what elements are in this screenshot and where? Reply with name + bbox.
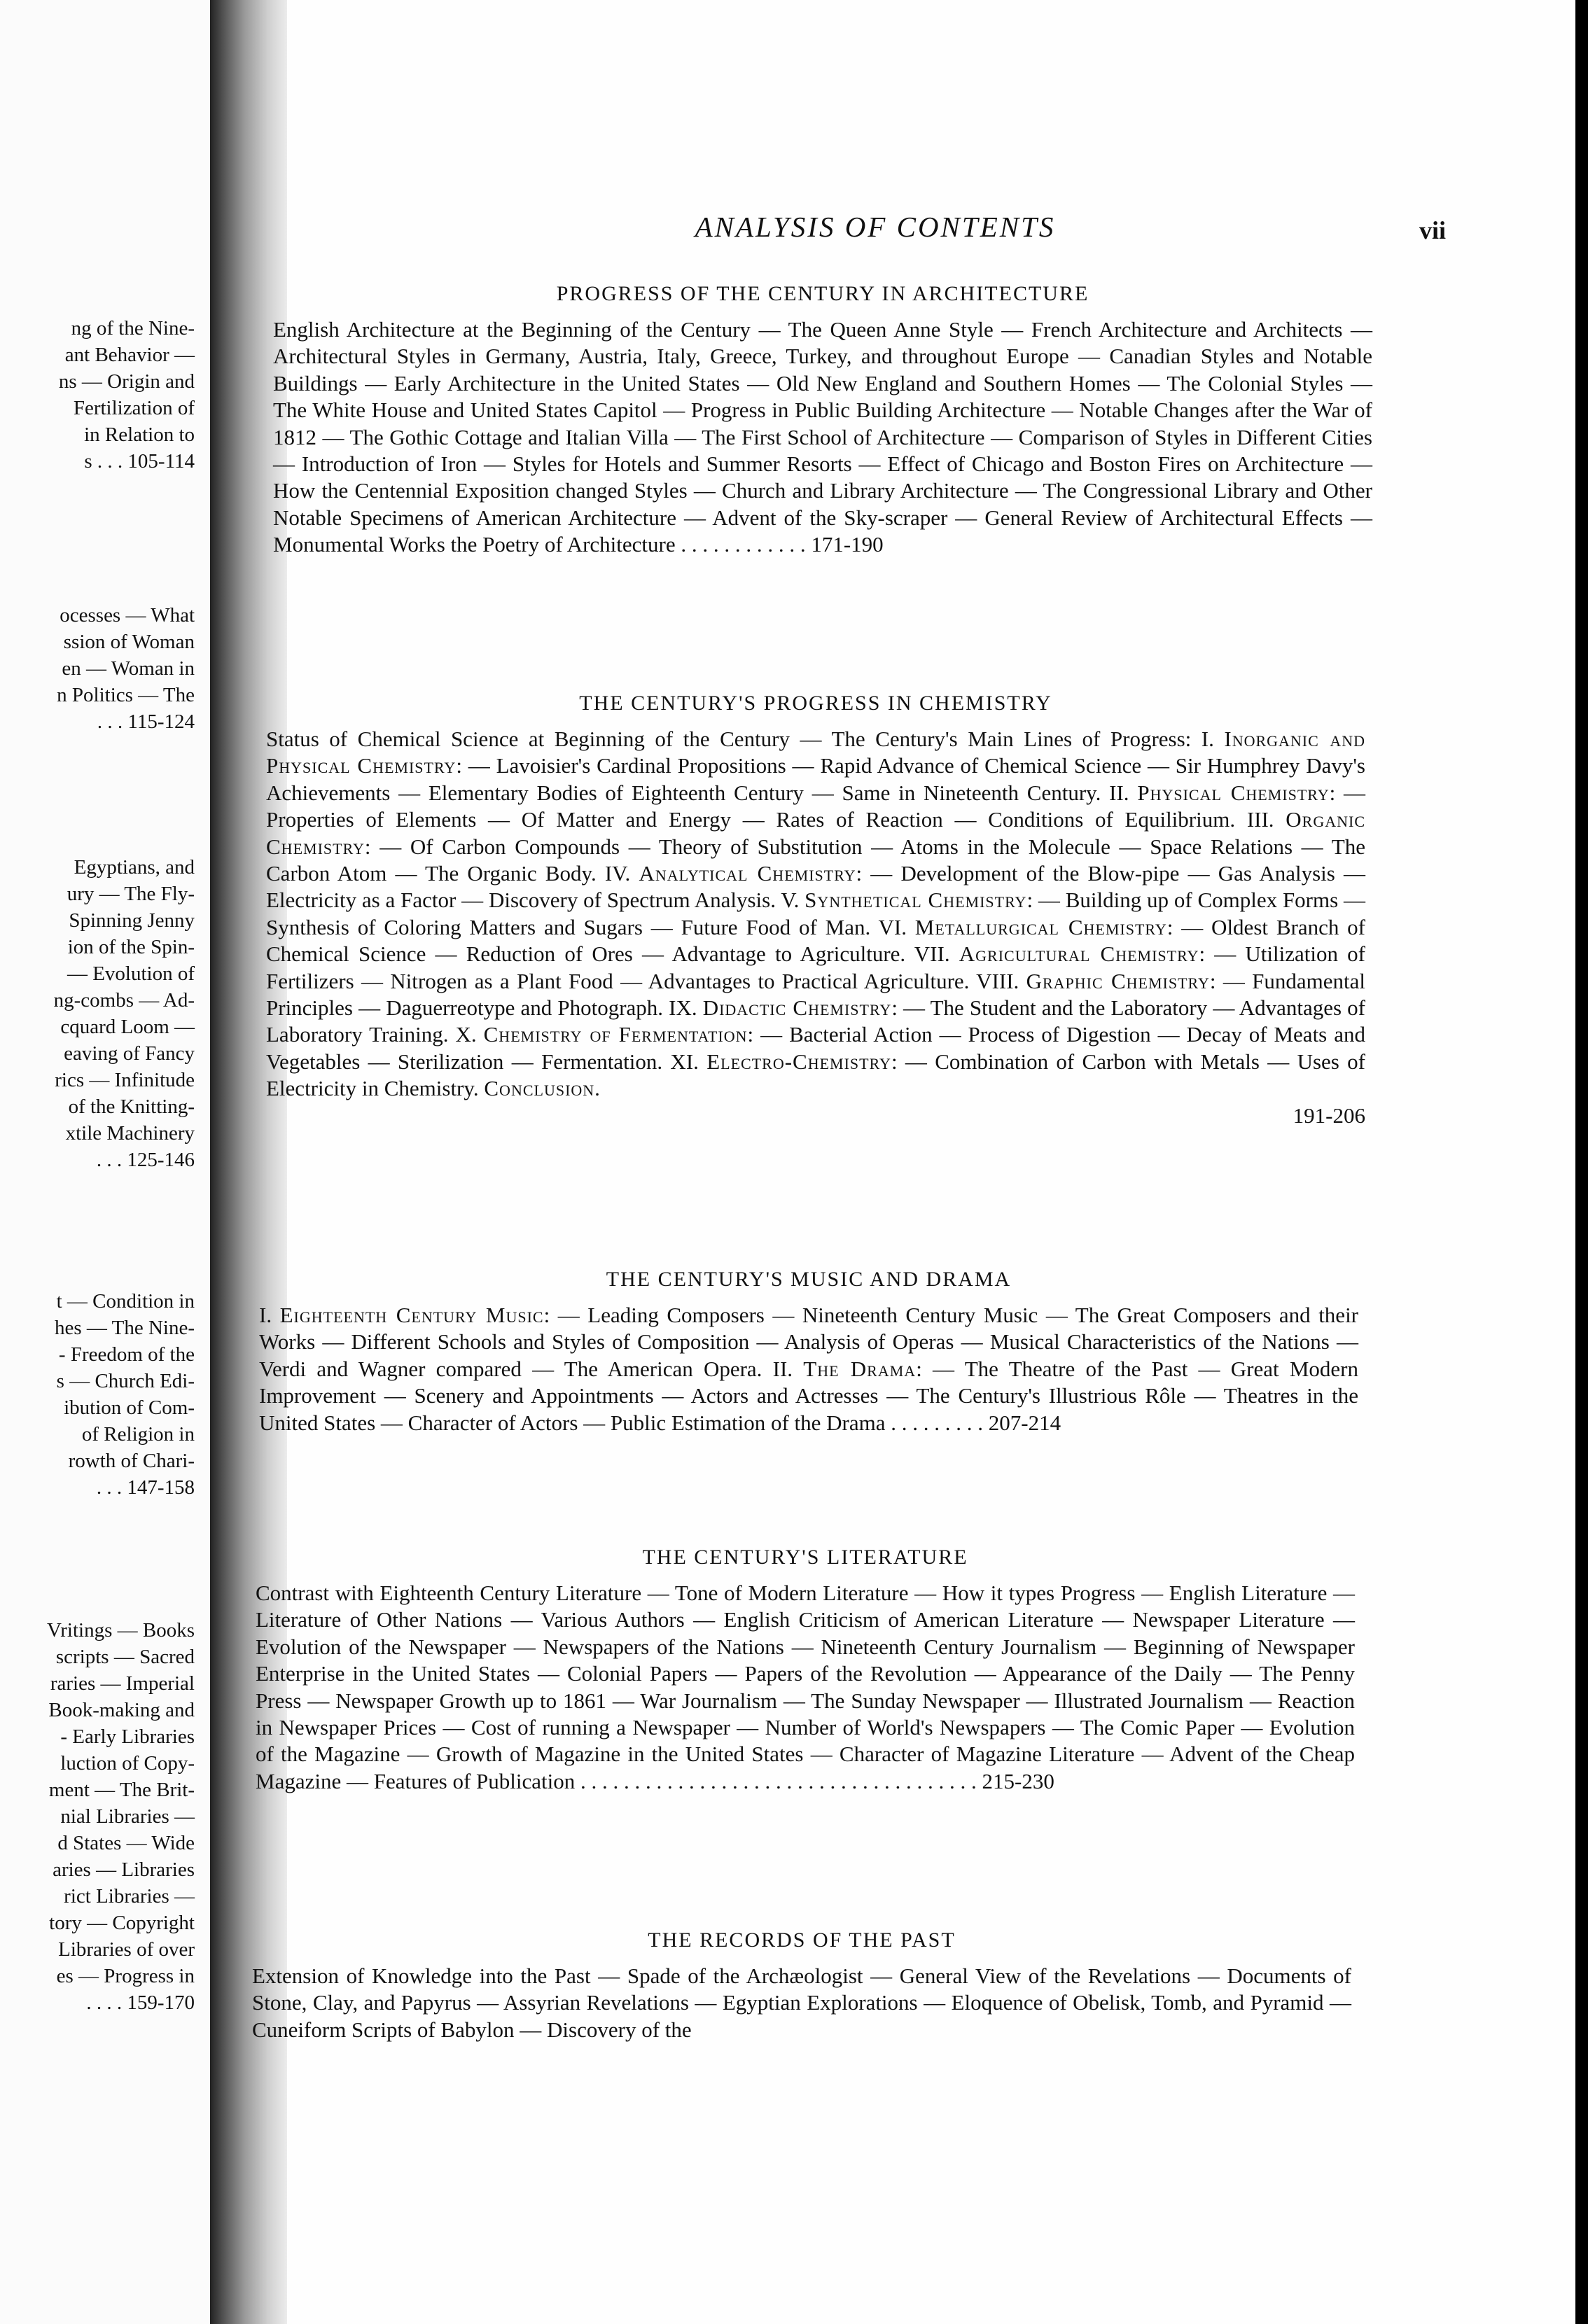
subsection-title: Electro-Chemistry (706, 1049, 891, 1074)
facing-page-line: xtile Machinery (65, 1122, 195, 1144)
facing-page-line: ocesses — What (60, 604, 195, 626)
facing-page-line: es — Progress in (56, 1965, 195, 1987)
summary-text: I. (259, 1303, 280, 1327)
facing-page-line: hes — The Nine- (55, 1317, 195, 1339)
facing-page-line: ury — The Fly- (67, 883, 195, 905)
subsection-title: Eighteenth Century Music (279, 1303, 544, 1327)
section-body (273, 316, 1372, 559)
subsection-title: Inorganic and Physical Chemistry (266, 727, 1365, 778)
facing-page-line: ant Behavior — (64, 344, 195, 366)
facing-page-line: rowth of Chari- (68, 1450, 195, 1472)
summary-text: : — Leading Composers — Nineteenth Century Music — The Great Composers and their Works — Different Schools and Styles of Composition — Analysis of Operas — Musical Characteristics of the Nations — Verdi and Wagner compared — The American Opera. II. (259, 1303, 1358, 1381)
subsection-title: Metallurgical Chemistry (914, 914, 1167, 939)
section-body (256, 1580, 1355, 1795)
section-music-drama (259, 1266, 1358, 1436)
section-summary (266, 727, 1365, 1100)
page-range: . . . . . . . . . 207-214 (891, 1410, 1061, 1435)
summary-text: : — Building up of Complex Forms — Synthesis of Coloring Matters and Sugars — Future Food of Man. VI. (266, 888, 1365, 939)
section-architecture (273, 280, 1372, 559)
facing-page-line: en — Woman in (62, 657, 195, 680)
subsection-title: Agricultural Chemistry (959, 941, 1199, 967)
summary-text: : — The Theatre of the Past — Great Modern Improvement — Scenery and Appointments — Actors and Actresses — The Century's Illustrious Rôle — Theatres in the United States — Character of Actors — Public Estimation of the Drama (259, 1356, 1358, 1435)
summary-text: : — Fundamental Principles — Daguerreotype and Photograph. IX. (266, 968, 1365, 1021)
summary-text: : — Of Carbon Compounds — Theory of Substitution — Atoms in the Molecule — Space Relations — The Carbon Atom — The Organic Body. IV. (266, 834, 1365, 886)
facing-page-line: ion of the Spin- (67, 936, 195, 958)
section-body (266, 726, 1365, 1129)
section-body (259, 1302, 1358, 1436)
facing-page-line: - Early Libraries (60, 1726, 195, 1748)
page-range: . . . . . . . . . . . . 171-190 (681, 532, 884, 557)
subsection-title: Didactic Chemistry (702, 995, 892, 1021)
facing-page-line: raries — Imperial (50, 1672, 195, 1695)
subsection-title: Organic Chemistry (266, 807, 1365, 859)
facing-page-line: . . . 125-146 (96, 1149, 195, 1171)
facing-page-line: of the Knitting- (68, 1096, 195, 1118)
section-chemistry (266, 690, 1365, 1129)
page-range: 191-206 (1293, 1102, 1365, 1128)
facing-page-line: aries — Libraries (53, 1858, 195, 1881)
facing-page-line: ng of the Nine- (71, 317, 195, 340)
facing-page-line: Book-making and (48, 1699, 195, 1721)
section-summary (259, 1303, 1358, 1435)
facing-page-line: ibution of Com- (64, 1396, 195, 1419)
facing-page-line: d States — Wide (57, 1832, 195, 1854)
facing-page-line: — Evolution of (67, 962, 195, 985)
section-literature (256, 1544, 1355, 1795)
facing-page-line: Libraries of over (58, 1938, 195, 1961)
section-heading: THE CENTURY'S MUSIC AND DRAMA (606, 1268, 1012, 1291)
facing-page-line: ns — Origin and (58, 370, 195, 393)
facing-page-line: eaving of Fancy (64, 1042, 195, 1065)
subsection-title: Physical Chemistry (1137, 780, 1330, 805)
subsection-title: Analytical Chemistry (639, 861, 856, 886)
summary-text: : — Combination of Carbon with Metals — Uses of Electricity in Chemistry. (266, 1049, 1365, 1101)
page-edge (1575, 0, 1588, 2324)
facing-page-line: tory — Copyright (49, 1912, 195, 1934)
facing-page-line: scripts — Sacred (55, 1646, 195, 1668)
summary-text: : — Oldest Branch of Chemical Science — Reduction of Ores — Advantage to Agriculture. VII. (266, 914, 1366, 967)
subsection-title: Synthetical Chemistry (805, 888, 1027, 913)
facing-page-line: s . . . 105-114 (84, 450, 195, 472)
page-range: . . . . . . . . . . . . . . . . . . . . . . . . . . . . . . . . . . . . . 215-230 (580, 1768, 1054, 1793)
facing-page-line: n Politics — The (57, 684, 195, 706)
section-summary: English Architecture at the Beginning of the Century — The Queen Anne Style — French Architecture and Architects — Architectural Styles in Germany, Austria, Italy, Greece, Turkey, and throughout Europe — Canadian Styles and Notable Buildings — Early Architecture in the United States — Old New England and Southern Homes — The Colonial Styles — The White House and United States Capitol — Progress in Public Building Architecture — Notable Changes after the War of 1812 — The Gothic Cottage and Italian Villa — The First School of Architecture — Comparison of Styles in Different Cities — Introduction of Iron — Styles for Hotels and Summer Resorts — Effect of Chicago and Boston Fires on Architecture — How the Centennial Exposition changed Styles — Church and Library Architecture — The Congressional Library and Other Notable Specimens of American Architecture — Advent of the Sky-scraper — General Review of Architectural Effects — Monumental Works the Poetry of Architecture (273, 317, 1372, 557)
facing-page-line: s — Church Edi- (56, 1370, 195, 1392)
section-summary: Contrast with Eighteenth Century Literature — Tone of Modern Literature — How it types Progress — English Literature — Literature of Other Nations — Various Authors — English Criticism of American Literature — Newspaper Literature — Evolution of the Newspaper — Newspapers of the Nations — Nineteenth Century Journalism — Beginning of Newspaper Enterprise in the United States — Colonial Papers — Papers of the Revolution — Appearance of the Daily — The Penny Press — Newspaper Growth up to 1861 — War Journalism — The Sunday Newspaper — Illustrated Journalism — Reaction in Newspaper Prices — Cost of running a Newspaper — Number of World's Newspapers — The Comic Paper — Evolution of the Magazine — Growth of Magazine in the United States — Character of Magazine Literature — Advent of the Cheap Magazine — Features of Publication (256, 1581, 1355, 1793)
facing-page-line: cquard Loom — (60, 1016, 195, 1038)
summary-text: Status of Chemical Science at Beginning of the Century — The Century's Main Lines of Progress: I. (266, 727, 1225, 751)
facing-page-line: Fertilization of (73, 397, 195, 419)
running-title: ANALYSIS OF CONTENTS (695, 211, 1056, 243)
page-number: vii (1419, 216, 1446, 244)
section-heading: THE CENTURY'S LITERATURE (642, 1546, 968, 1569)
facing-page-line: rict Libraries — (64, 1885, 195, 1907)
facing-page-line: Vritings — Books (47, 1619, 195, 1642)
facing-page-line: in Relation to (84, 424, 195, 446)
running-head (308, 210, 1446, 252)
subsection-title: The Drama (803, 1356, 917, 1381)
section-heading: THE CENTURY'S PROGRESS IN CHEMISTRY (579, 692, 1052, 715)
subsection-title: Chemistry of Fermentation (483, 1022, 748, 1047)
facing-page-line: of Religion in (81, 1423, 195, 1446)
summary-text: : — Properties of Elements — Of Matter and Energy — Rates of Reaction — Conditions of Equilibrium. III. (266, 780, 1365, 832)
facing-page-line: Egyptians, and (74, 856, 195, 878)
summary-text: : — Utilization of Fertilizers — Nitrogen as a Plant Food — Advantages to Practical Agriculture. VIII. (266, 941, 1365, 993)
facing-page-line: luction of Copy- (60, 1752, 195, 1774)
facing-page-line: nial Libraries — (60, 1805, 195, 1828)
facing-page-line: ssion of Woman (63, 631, 195, 653)
section-summary: Extension of Knowledge into the Past — Spade of the Archæologist — General View of the Revelations — Documents of Stone, Clay, and Papyrus — Assyrian Revelations — Egyptian Explorations — Eloquence of Obelisk, Tomb, and Pyramid — Cuneiform Scripts of Babylon — Discovery of the (252, 1963, 1351, 2042)
subsection-title: Conclusion. (484, 1076, 601, 1101)
facing-page-fragment (0, 0, 210, 2324)
facing-page-line: . . . 147-158 (96, 1476, 195, 1499)
summary-text: : — Development of the Blow-pipe — Gas Analysis — Electricity as a Factor — Discovery of Spectrum Analysis. V. (266, 861, 1365, 913)
facing-page-line: Spinning Jenny (69, 909, 195, 932)
summary-text: : — The Student and the Laboratory — Advantages of Laboratory Training. X. (266, 995, 1365, 1047)
facing-page-line: ment — The Brit- (48, 1779, 195, 1801)
facing-page-line: - Freedom of the (58, 1343, 195, 1366)
subsection-title: Graphic Chemistry (1026, 968, 1210, 993)
summary-text: : — Bacterial Action — Process of Digestion — Decay of Meats and Vegetables — Sterilization — Fermentation. XI. (266, 1022, 1365, 1074)
facing-page-line: . . . . 159-170 (86, 1991, 195, 2014)
facing-page-line: ng-combs — Ad- (53, 989, 195, 1011)
section-body (252, 1963, 1351, 2043)
summary-text: : — Lavoisier's Cardinal Propositions — Rapid Advance of Chemical Science — Sir Humphrey Davy's Achievements — Elementary Bodies of Eighteenth Century — Same in Nineteenth Century. II. (266, 753, 1365, 805)
facing-page-line: . . . 115-124 (97, 710, 195, 733)
section-heading: THE RECORDS OF THE PAST (648, 1928, 956, 1952)
section-records-of-past (252, 1926, 1351, 2043)
facing-page-line: t — Condition in (56, 1290, 195, 1312)
facing-page-line: rics — Infinitude (55, 1069, 195, 1091)
section-heading: PROGRESS OF THE CENTURY IN ARCHITECTURE (556, 282, 1089, 305)
